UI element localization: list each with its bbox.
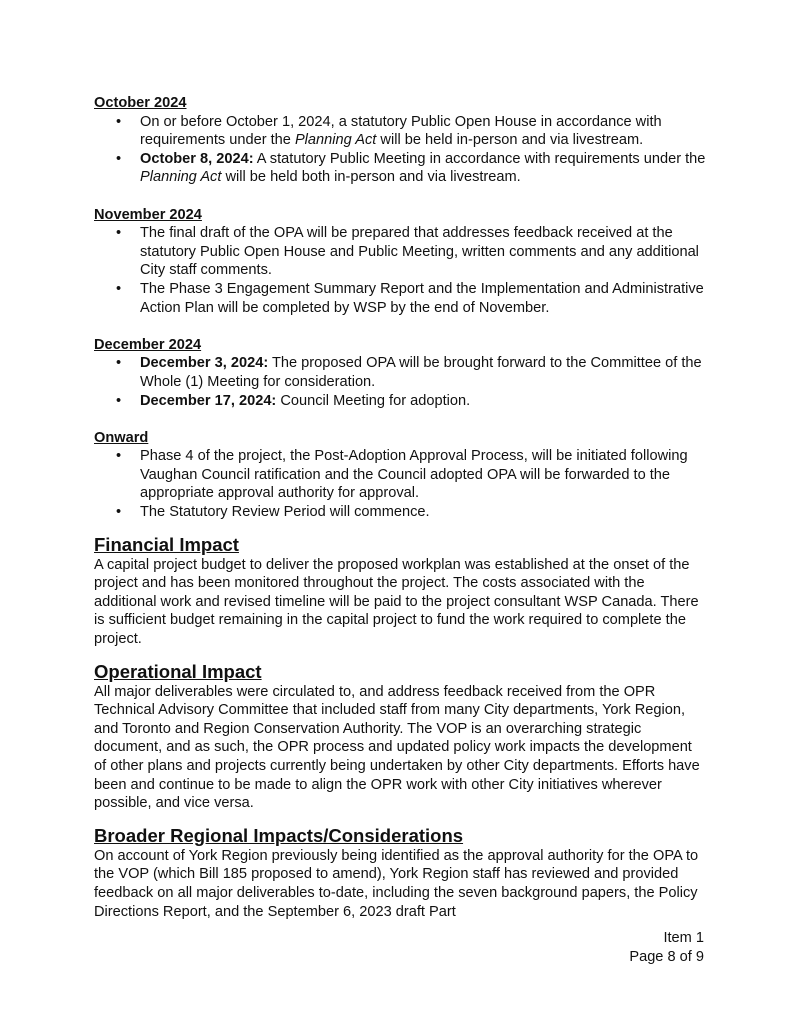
month-heading-december: December 2024	[94, 336, 202, 353]
section-heading-operational-impact: Operational Impact	[94, 660, 262, 682]
list-item: • On or before October 1, 2024, a statutory Public Open House in accordance with requirements under the Planning Act will be held in-person and via livestream.	[116, 113, 662, 149]
bullet-icon: •	[116, 504, 122, 521]
bullet-icon: •	[116, 280, 122, 297]
month-heading-onward: Onward	[94, 429, 149, 446]
bullet-icon: •	[116, 150, 122, 167]
list-item: • Phase 4 of the project, the Post-Adoption Approval Process, will be initiated following Vaughan Council ratification and the Council adopted OPA will be forwarded to the appropriate approval authority for approval.	[116, 448, 688, 502]
section-heading-financial-impact: Financial Impact	[94, 533, 239, 555]
bullet-icon: •	[116, 355, 122, 372]
section-heading-broader-regional-impacts: Broader Regional Impacts/Considerations	[94, 824, 464, 846]
list-item: • December 3, 2024: The proposed OPA will be brought forward to the Committee of the Whole (1) Meeting for consideration.	[116, 355, 702, 390]
item-number: Item 1	[663, 930, 704, 946]
bullet-list-onward	[94, 447, 706, 521]
list-item: • The Statutory Review Period will commence.	[116, 504, 430, 521]
bullet-list-november	[94, 224, 706, 317]
section-body-financial-impact: A capital project budget to deliver the proposed workplan was established at the onset of the project and has been monitored throughout the project. The costs associated with the additional work and revised timeline will be paid to the project consultant WSP Canada. There is sufficient budget remaining in the capital project to fund the work required to complete the project.	[94, 556, 699, 648]
bullet-list-december	[94, 354, 706, 410]
bullet-icon: •	[116, 448, 122, 465]
page-footer	[629, 929, 704, 967]
list-item: • December 17, 2024: Council Meeting for adoption.	[116, 392, 471, 409]
month-heading-october: October 2024	[94, 95, 187, 111]
bullet-icon: •	[116, 392, 122, 409]
page-number: Page 8 of 9	[629, 949, 704, 965]
list-item: • The Phase 3 Engagement Summary Report and the Implementation and Administrative Action Plan will be completed by WSP by the end of November.	[116, 280, 704, 316]
bullet-icon: •	[116, 113, 122, 130]
section-body-broader-regional-impacts: On account of York Region previously being identified as the approval authority for the OPA to the VOP (which Bill 185 proposed to amend), York Region staff has reviewed and provided feedback on all major deliverables to-date, including the seven background papers, the Policy Directions Report, and the September 6, 2023 draft Part	[94, 847, 699, 920]
bullet-icon: •	[116, 225, 122, 242]
list-item: • October 8, 2024: A statutory Public Meeting in accordance with requirements under the Planning Act will be held both in-person and via livestream.	[116, 150, 706, 186]
month-heading-november: November 2024	[94, 206, 202, 223]
list-item: • The final draft of the OPA will be prepared that addresses feedback received at the statutory Public Open House and Public Meeting, written comments and any additional City staff comments.	[116, 225, 699, 279]
document-page	[94, 94, 706, 921]
bullet-list-october	[94, 113, 706, 187]
section-body-operational-impact: All major deliverables were circulated to, and address feedback received from the OPR Technical Advisory Committee that included staff from many City departments, York Region, and Toronto and Region Conservation Authority. The VOP is an overarching strategic document, and as such, the OPR process and updated policy work impacts the development of other plans and projects currently being undertaken by other City departments. Efforts have been and continue to be made to align the OPR work with other City initiatives wherever possible, and vice versa.	[94, 683, 700, 812]
